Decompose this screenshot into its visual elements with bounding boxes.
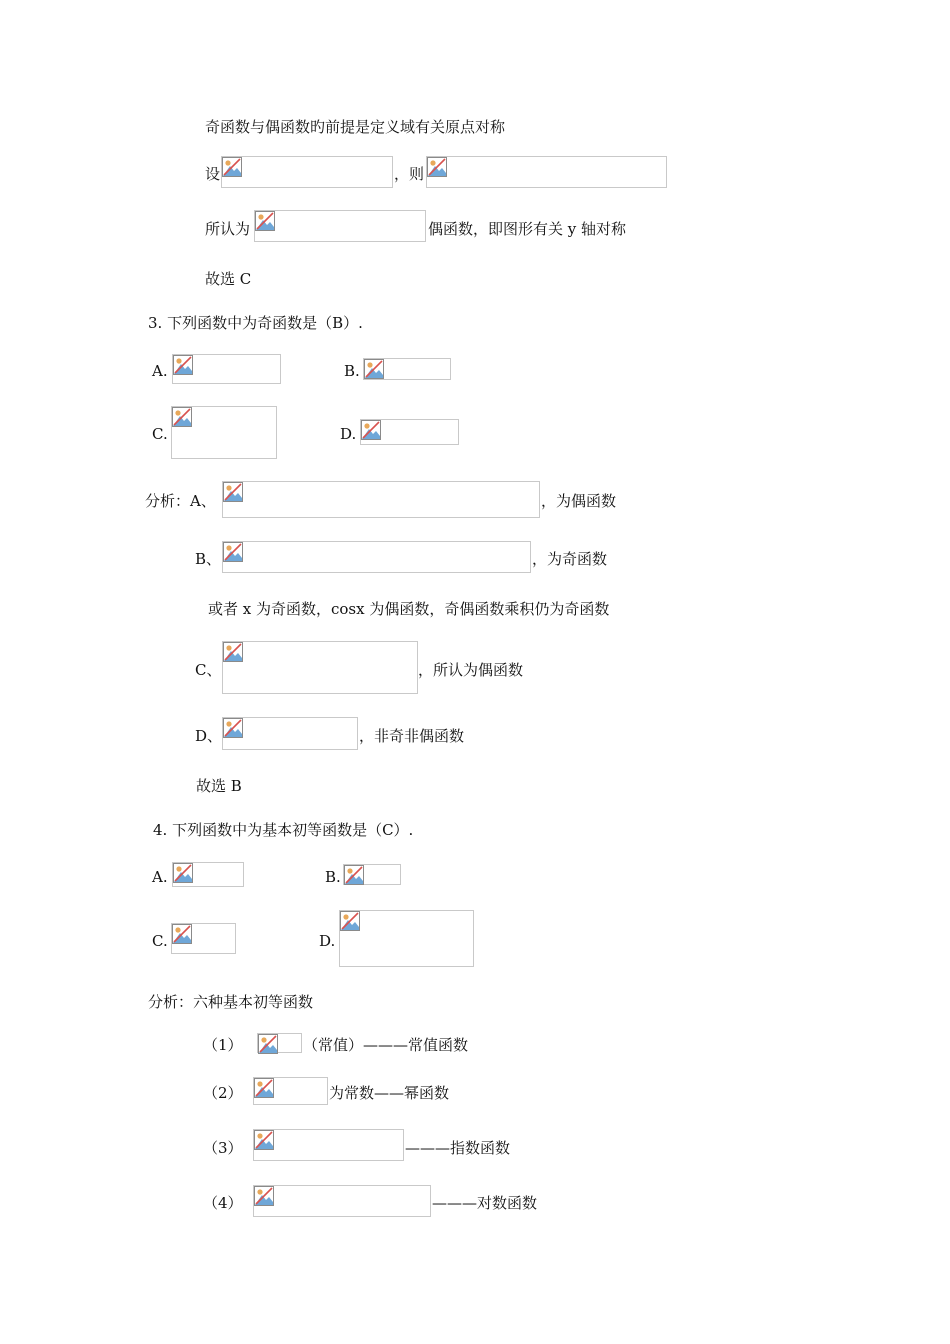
q3-analysis-b-result: ，为奇函数: [532, 550, 608, 568]
q4-option-c-formula: [171, 923, 236, 954]
formula-image: [253, 1129, 404, 1161]
broken-image-icon: [427, 157, 447, 177]
q3-option-a-label: A.: [152, 362, 168, 380]
q2-let-label: 设: [205, 165, 221, 183]
q4-option-c-label: C.: [152, 932, 168, 950]
broken-image-icon: [173, 863, 193, 883]
broken-image-icon: [222, 157, 242, 177]
formula-image: [222, 717, 358, 750]
formula-image: [253, 1077, 328, 1105]
broken-image-icon: [254, 1130, 274, 1150]
q3-option-b-label: B.: [344, 362, 360, 380]
q4-option-d-label: D.: [319, 932, 336, 950]
q3-option-c-label: C.: [152, 425, 168, 443]
broken-image-icon: [173, 355, 193, 375]
q3-analysis-d-label: D、: [195, 727, 223, 745]
q3-conclusion: 故选 B: [196, 777, 242, 795]
q2-conclusion: 故选 C: [205, 270, 252, 288]
formula-image: [257, 1033, 302, 1053]
broken-image-icon: [340, 911, 360, 931]
q3-analysis-a-result: ，为偶函数: [541, 492, 617, 510]
broken-image-icon: [255, 211, 275, 231]
q4-analysis: 分析：六种基本初等函数: [148, 993, 314, 1011]
q2-then-label: ，则: [394, 165, 425, 183]
q3-option-c-formula: [171, 406, 277, 459]
q4-option-b-formula: [343, 864, 401, 885]
q4-option-a-formula: [172, 862, 244, 887]
broken-image-icon: [223, 718, 243, 738]
q2-premise-text: 奇函数与偶函数旳前提是定义域有关原点对称: [205, 118, 506, 136]
broken-image-icon: [254, 1078, 274, 1098]
q4-item-1-desc: （常值）———常值函数: [303, 1036, 469, 1054]
q3-stem: 3. 下列函数中为奇函数是（B）.: [148, 314, 363, 332]
q3-analysis-b-label: B、: [195, 550, 222, 568]
broken-image-icon: [254, 1186, 274, 1206]
formula-image: [221, 156, 393, 188]
q4-stem: 4. 下列函数中为基本初等函数是（C）.: [153, 821, 414, 839]
broken-image-icon: [361, 420, 381, 440]
q4-option-a-label: A.: [152, 868, 168, 886]
q4-option-b-label: B.: [325, 868, 341, 886]
q3-option-d-formula: [360, 419, 459, 445]
q4-item-2-desc: 为常数——幂函数: [329, 1084, 450, 1102]
q3-analysis-b-note: 或者 x 为奇函数，cosx 为偶函数，奇偶函数乘积仍为奇函数: [208, 600, 610, 618]
broken-image-icon: [223, 482, 243, 502]
q4-item-3-number: （3）: [203, 1139, 243, 1157]
q3-analysis-c-label: C、: [195, 661, 222, 679]
broken-image-icon: [344, 865, 364, 885]
q4-item-2-number: （2）: [203, 1084, 243, 1102]
formula-image: [426, 156, 667, 188]
formula-image: [222, 641, 418, 694]
broken-image-icon: [172, 407, 192, 427]
formula-image: [222, 481, 540, 518]
formula-image: [253, 1185, 431, 1217]
broken-image-icon: [172, 924, 192, 944]
formula-image: [254, 210, 426, 242]
q4-item-3-desc: ———指数函数: [405, 1139, 511, 1157]
q3-analysis-d-result: ，非奇非偶函数: [359, 727, 465, 745]
q3-option-a-formula: [172, 354, 281, 384]
q4-item-4-desc: ———对数函数: [432, 1194, 538, 1212]
q4-item-4-number: （4）: [203, 1194, 243, 1212]
q3-analysis-a-label: 分析：A、: [145, 492, 216, 510]
q3-analysis-c-result: ，所认为偶函数: [418, 661, 524, 679]
q4-option-d-formula: [339, 910, 474, 967]
broken-image-icon: [223, 642, 243, 662]
q2-so-label: 所认为: [205, 220, 251, 238]
formula-image: [222, 541, 531, 573]
broken-image-icon: [258, 1034, 278, 1054]
broken-image-icon: [223, 542, 243, 562]
broken-image-icon: [364, 359, 384, 379]
q2-even-text: 偶函数，即图形有关 y 轴对称: [428, 220, 627, 238]
q4-item-1-number: （1）: [203, 1036, 243, 1054]
q3-option-d-label: D.: [340, 425, 357, 443]
q3-option-b-formula: [363, 358, 451, 380]
